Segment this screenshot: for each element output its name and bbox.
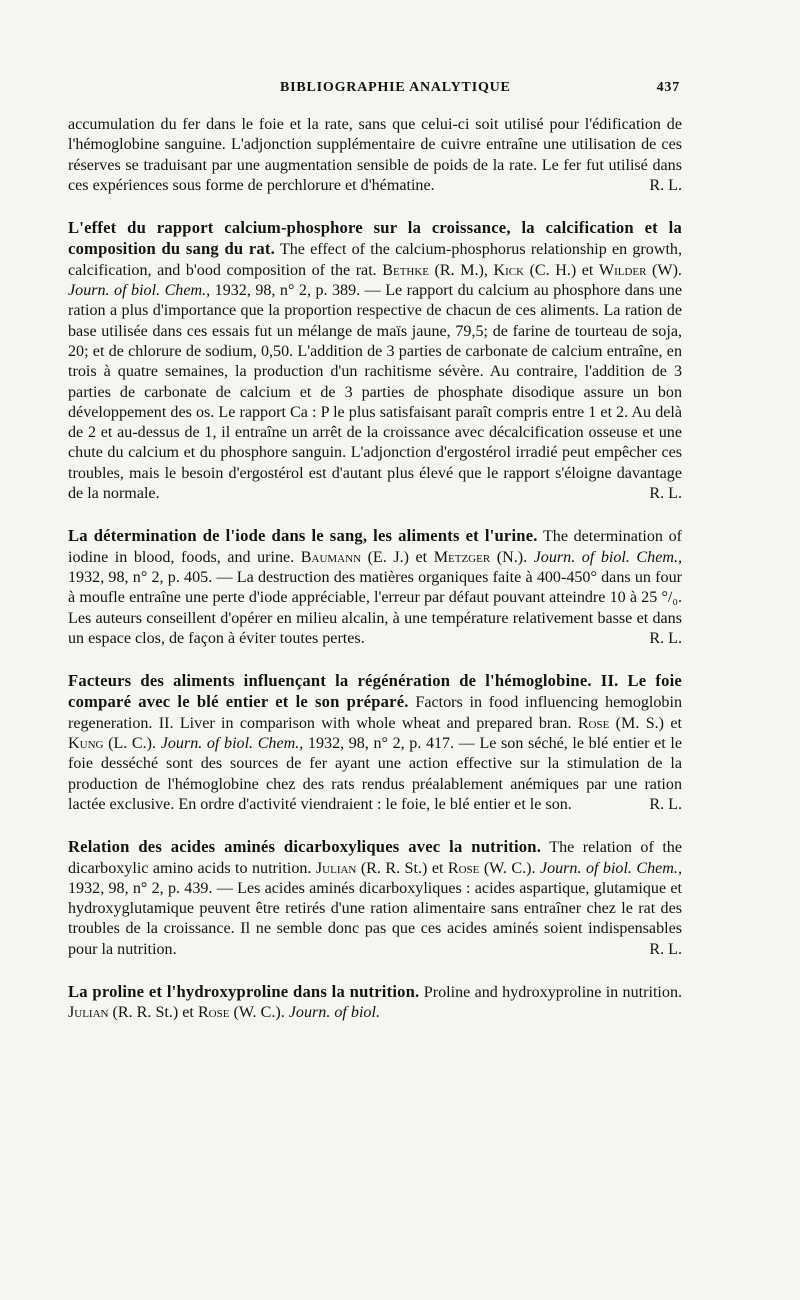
entry-english-title: The determination of iodine in blood, foods, and urine. (68, 528, 682, 566)
journal-name: Journ. of biol. Chem., (68, 282, 211, 300)
author-initials: (W. C.). (483, 859, 536, 877)
journal-name: Journ. of biol. (288, 1004, 380, 1022)
conjunction: et (670, 714, 682, 732)
author-name: Bethke (382, 261, 430, 279)
abstract-entry-1 (68, 218, 682, 504)
author-name: Baumann (300, 548, 362, 566)
author-name: Julian (68, 1004, 109, 1022)
citation: 1932, 98, n° 2, p. 439. — (68, 879, 233, 897)
entry-english-title: Proline and hydroxyproline in nutrition. (423, 983, 683, 1001)
author-initials: (R. R. St.) (360, 859, 428, 877)
author-name: Julian (315, 859, 357, 877)
abstract-entry-4 (68, 837, 682, 960)
author-name: Kung (68, 735, 104, 753)
author-initials: (E. J.) (367, 548, 409, 566)
page-number: 437 (656, 80, 680, 95)
entry-title: L'effet du rapport calcium-phosphore sur la croissance, la calcification et la composition du sang du rat. (68, 218, 682, 259)
entry-english-title: Factors in food influencing hemoglobin regeneration. II. Liver in comparison with whole wheat and prepared bran. (68, 694, 682, 732)
intro-text: accumulation du fer dans le foie et la rate, sans que celui-ci soit utilisé pour l'édification de l'hémoglobine sanguine. L'adjonction supplémentaire de cuivre entraîne une utilisation de ces réserves se traduisant par une augmentation sensible de poids de la rate. Le fer fut utilisé dans ces expériences sous forme de perchlorure et d'hématine. (68, 116, 682, 194)
entry-english-title: The relation of the dicarboxylic amino acids to nutrition. (68, 839, 682, 877)
abstract-entry-2 (68, 526, 682, 649)
abstract-entry-3 (68, 671, 682, 815)
author-initials: (L. C.). (108, 735, 157, 753)
author-name: Rose (577, 714, 610, 732)
author-initials: (M. S.) (615, 714, 665, 732)
author-name: Kick (493, 261, 525, 279)
citation: 1932, 98, n° 2, p. 405. — (68, 568, 233, 586)
author-initials: (R. R. St.) (112, 1004, 179, 1022)
conjunction: et (431, 859, 444, 877)
author-initials: (N.). (496, 548, 528, 566)
running-header (68, 78, 680, 102)
abstract-text: Le rapport du calcium au phosphore dans une ration a plus d'importance que la proportion respective de chacun de ces aliments. La ration de base utilisée dans ces essais fut un mélange de maïs jaune, 79,5; de farine de tourteau de soja, 20; et de chlorure de sodium, 0,50. L'addition de 3 parties de carbonate de calcium entraîne, en trois à quatre semaines, la production d'un rachitisme sévère. Au contraire, l'addition de 3 parties de carbonate de calcium et de 3 parties de phosphate disodique assure un bon développement des os. Le rapport Ca : P le plus satisfaisant paraît compris entre 1 et 2. Au delà de 2 et au-dessus de 1, il entraîne un arrêt de la croissance avec décalcification osseuse et une chute du calcium et du phosphore sanguin. L'adjonction d'ergostérol irradié peut empêcher ces troubles, mais le besoin d'ergostérol est d'autant plus élevé que le rapport s'éloigne davantage de la normale. (68, 282, 683, 503)
author-name: Wilder (598, 261, 647, 279)
author-name: Metzger (433, 548, 491, 566)
author-name: Rose (197, 1004, 230, 1022)
signature: R. L. (649, 795, 682, 813)
conjunction: et (415, 548, 428, 566)
citation: 1932, 98, n° 2, p. 389. — (214, 282, 381, 300)
abstract-text: La destruction des matières organiques faite à 400-450° dans un four à moufle entraîne une perte d'iode appréciable, l'erreur par défaut pouvant atteindre 10 à 25 °/₀. Les auteurs conseillent d'opérer en milieu alcalin, à une température relativement basse et dans un espace clos, de façon à éviter toutes pertes. (68, 568, 682, 647)
abstract-text: Le son séché, le blé entier et le foie desséché sont des sources de fer ayant une action effective sur la stimulation de la production de l'hémoglobine chez des rats rendus préalablement anémiques par une ration lactée exclusive. En ordre d'activité viendraient : le foie, le blé entier et le son. (68, 735, 682, 813)
journal-name: Journ. of biol. Chem., (533, 548, 683, 566)
author-name: Rose (447, 859, 480, 877)
signature: R. L. (649, 940, 682, 958)
conjunction: et (182, 1004, 194, 1022)
running-title: BIBLIOGRAPHIE ANALYTIQUE (280, 80, 511, 95)
conjunction: et (581, 261, 594, 279)
entry-title: Facteurs des aliments influençant la régénération de l'hémoglobine. II. Le foie comparé avec le blé entier et le son préparé. (68, 671, 682, 712)
author-initials: (W). (652, 261, 682, 279)
citation: 1932, 98, n° 2, p. 417. — (307, 735, 475, 753)
signature: R. L. (649, 485, 682, 503)
entry-title: Relation des acides aminés dicarboxyliques avec la nutrition. (68, 837, 542, 857)
author-initials: (C. H.) (529, 261, 577, 279)
author-initials: (R. M.), (434, 261, 488, 279)
signature: R. L. (649, 176, 682, 194)
entry-title: La proline et l'hydroxyproline dans la nutrition. (68, 981, 420, 1001)
abstract-text: Les acides aminés dicarboxyliques : acides aspartique, glutamique et hydroxyglutamique peuvent être retirés d'une ration alimentaire sans entraîner chez le rat des troubles de la croissance. Il ne semble donc pas que ces acides aminés soient indispensables pour la nutrition. (68, 879, 682, 958)
entry-english-title: The effect of the calcium-phosphorus relationship en growth, calcification, and b'ood composition of the rat. (68, 241, 683, 279)
page-body (68, 115, 682, 1024)
journal-name: Journ. of biol. Chem., (160, 735, 304, 753)
entry-title: La détermination de l'iode dans le sang, les aliments et l'urine. (68, 526, 538, 546)
journal-name: Journ. of biol. Chem., (539, 859, 682, 877)
signature: R. L. (649, 629, 682, 647)
intro-paragraph (68, 115, 682, 196)
abstract-entry-5 (68, 982, 682, 1024)
author-initials: (W. C.). (233, 1004, 285, 1022)
